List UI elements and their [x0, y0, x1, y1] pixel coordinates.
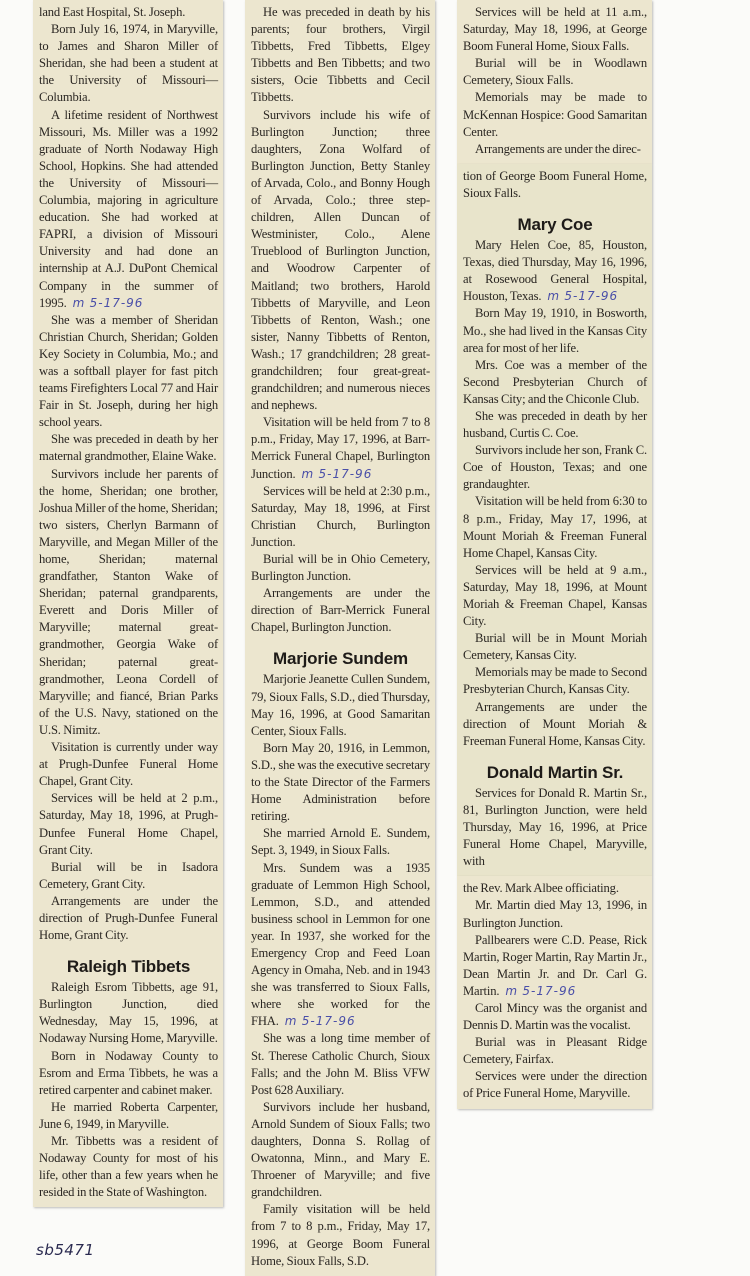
obituary-paragraph	[39, 4, 218, 21]
clipping-column-3-middle	[457, 164, 652, 876]
paragraph-text: Arrangements are under the direc-	[475, 141, 641, 156]
handwritten-catalog-number: sb5471	[36, 1241, 95, 1260]
obituary-paragraph	[463, 442, 647, 493]
paragraph-text: Survivors include her parents of the home, Sheridan; one brother, Joshua Miller of the home, Sheridan; two sisters, Cherlyn Barmann of Maryville, and Megan Miller of the home, Sheridan; maternal grandfather, Stanton Wake of Sheridan; paternal grandparents, Everett and Doris Miller of Maryville; maternal great-grandmother, Georgia Wake of Sheridan; paternal great-grandmother, Leona Cordell of Maryville; and fiancé, Brian Parks of the U.S. Navy, stationed on the U.S. Nimitz.	[39, 466, 218, 737]
obituary-heading: Mary Coe	[517, 215, 593, 235]
paragraph-text: Visitation will be held from 7 to 8 p.m., Friday, May 17, 1996, at Barr-Merrick Funeral Chapel, Burlington Junction.	[251, 415, 430, 481]
obituary-paragraph	[39, 466, 218, 740]
paragraph-text: Burial will be in Isadora Cemetery, Grant City.	[39, 859, 218, 891]
obituary-paragraph	[463, 305, 647, 356]
clipping-column-3-bottom	[457, 876, 652, 1108]
clipping-column-1	[33, 0, 223, 1207]
obituary-paragraph	[463, 55, 647, 89]
obituary-paragraph	[39, 312, 218, 432]
obituary-paragraph	[39, 859, 218, 893]
paragraph-text: Arrangements are under the direction of Prugh-Dunfee Funeral Home, Grant City.	[39, 893, 218, 943]
obituary-paragraph	[463, 141, 647, 158]
paragraph-text: Survivors include her son, Frank C. Coe of Houston, Texas; and one grandaughter.	[463, 443, 647, 492]
paragraph-text: Services will be held at 9 a.m., Saturday, May 18, 1996, at Mount Moriah & Freeman Chapel, Kansas City.	[463, 562, 647, 629]
paragraph-text: Mrs. Sundem was a 1935 graduate of Lemmon High School, Lemmon, S.D., and attended business school in Lemmon for one year. In 1937, she worked for the Emergency Crop and Feed Loan Agency in Omaha, Neb. and in 1943 she was transferred to Sioux Falls, where she worked for the FHA.	[251, 860, 430, 1029]
page-column-2	[245, 0, 435, 1276]
obituary-paragraph	[39, 21, 218, 106]
handwritten-date-note: m 5-17-96	[547, 289, 619, 304]
page-column-3	[457, 0, 652, 1109]
obituary-paragraph	[463, 357, 647, 408]
paragraph-text: Services will be held at 2 p.m., Saturday, May 18, 1996, at Prugh-Dunfee Funeral Home Chapel, Grant City.	[39, 791, 218, 857]
obituary-paragraph	[251, 671, 430, 739]
paragraph-text: Family visitation will be held from 7 to 8 p.m., Friday, May 17, 1996, at George Boom Funeral Home, Sioux Falls, S.D.	[251, 1202, 430, 1268]
paragraph-text: Memorials may be made to Second Presbyterian Church, Kansas City.	[463, 665, 647, 697]
paragraph-text: Mary Helen Coe, 85, Houston, Texas, died Thursday, May 16, 1996, at Rosewood General Hospital, Houston, Texas.	[463, 238, 647, 304]
paragraph-text: tion of George Boom Funeral Home, Sioux Falls.	[463, 168, 647, 200]
obituary-paragraph	[39, 1133, 218, 1201]
paragraph-text: She was preceded in death by her maternal grandmother, Elaine Wake.	[39, 432, 218, 464]
obituary-paragraph	[463, 664, 647, 698]
paragraph-text: Born May 19, 1910, in Bosworth, Mo., she had lived in the Kansas City area for most of her life.	[463, 306, 647, 355]
obituary-paragraph	[39, 893, 218, 944]
paragraph-text: She was a member of Sheridan Christian Church, Sheridan; Golden Key Society in Columbia, Mo.; and was a softball player for fast pitch teams Firefighters Local 77 and Hair Fair in St. Joseph, during her high school years.	[39, 312, 218, 430]
obituary-paragraph	[463, 4, 647, 55]
paragraph-text: Burial was in Pleasant Ridge Cemetery, Fairfax.	[463, 1035, 647, 1067]
paragraph-text: Survivors include his wife of Burlington Junction; three daughters, Zona Wolfard of Burlington Junction, Betty Stanley of Arvada, Colo., and Bonny Hough of Arvada, Colo.; three step-children, Allen Duncan of Westminister, Colo., Alene Trueblood of Burlington Junction, and Woodrow Carpenter of Maitland; two brothers, Harold Tibbetts of Maryville, and Leon Tibbetts of Renton, Wash.; one sister, Nanny Tibbetts of Renton, Wash.; 17 grandchildren; 28 great-grandchildren; four great-great-grandchildren; and numerous nieces and nephews.	[251, 107, 430, 413]
paragraph-text: Services for Donald R. Martin Sr., 81, Burlington Junction, were held Thursday, May 16, 1996, at Price Funeral Home Chapel, Maryville, with	[463, 785, 647, 869]
paragraph-text: Born in Nodaway County to Esrom and Erma Tibbets, he was a retired carpenter and cabinet maker.	[39, 1048, 218, 1097]
paragraph-text: Memorials may be made to McKennan Hospice: Good Samaritan Center.	[463, 90, 647, 139]
paragraph-text: Mrs. Coe was a member of the Second Presbyterian Church of Kansas City; and the Chiconle Club.	[463, 357, 647, 406]
paragraph-text: Born July 16, 1974, in Maryville, to James and Sharon Miller of Sheridan, she had been a student at the University of Missouri—Columbia.	[39, 22, 218, 105]
obituary-paragraph	[251, 740, 430, 825]
paragraph-text: She was a long time member of St. Therese Catholic Church, Sioux Falls; and the John M. Bliss VFW Post 628 Auxiliary.	[251, 1031, 430, 1097]
handwritten-date-note: m 5-17-96	[72, 295, 144, 310]
paragraph-text: She married Arnold E. Sundem, Sept. 3, 1949, in Sioux Falls.	[251, 826, 430, 858]
paragraph-text: Services were under the direction of Price Funeral Home, Maryville.	[463, 1069, 647, 1101]
paragraph-text: Carol Mincy was the organist and Dennis D. Martin was the vocalist.	[463, 1000, 647, 1033]
paragraph-text: land East Hospital, St. Joseph.	[39, 5, 186, 19]
obituary-paragraph	[251, 107, 430, 415]
page-column-1	[33, 0, 223, 1265]
clipping-column-2	[245, 0, 435, 1276]
obituary-paragraph	[463, 880, 647, 897]
paragraph-text: Burial will be in Woodlawn Cemetery, Sioux Falls.	[463, 56, 647, 88]
paragraph-text: Services will be held at 2:30 p.m., Saturday, May 18, 1996, at First Christian Church, Burlington Junction.	[251, 483, 430, 549]
obituary-paragraph	[39, 107, 218, 312]
paragraph-text: Mr. Tibbetts was a resident of Nodaway County for most of his life, other than a few years when he resided in the State of Washington.	[39, 1134, 218, 1200]
obituary-paragraph	[251, 585, 430, 636]
obituary-paragraph	[251, 1201, 430, 1269]
paragraph-text: Arrangements are under the direction of Barr-Merrick Funeral Chapel, Burlington Junction.	[251, 586, 430, 635]
obituary-paragraph	[463, 630, 647, 664]
obituary-paragraph	[251, 860, 430, 1031]
obituary-paragraph	[39, 431, 218, 465]
paragraph-text: Visitation will be held from 6:30 to 8 p.m., Friday, May 17, 1996, at Mount Moriah & Freeman Funeral Home Chapel, Kansas City.	[463, 494, 647, 560]
obituary-heading: Marjorie Sundem	[273, 649, 408, 669]
paragraph-text: Mr. Martin died May 13, 1996, in Burlington Junction.	[463, 898, 647, 930]
obituary-paragraph	[39, 739, 218, 790]
handwritten-date-note: m 5-17-96	[301, 466, 373, 481]
obituary-paragraph	[463, 1034, 647, 1068]
obituary-heading: Donald Martin Sr.	[486, 762, 624, 782]
obituary-paragraph	[463, 89, 647, 140]
obituary-paragraph	[251, 414, 430, 482]
obituary-paragraph	[39, 1099, 218, 1133]
obituary-paragraph	[251, 1030, 430, 1098]
paragraph-text: Marjorie Jeanette Cullen Sundem, 79, Sioux Falls, S.D., died Thursday, May 16, 1996, at Good Samaritan Center, Sioux Falls.	[251, 672, 430, 738]
obituary-paragraph	[251, 483, 430, 551]
paragraph-text: Visitation is currently under way at Prugh-Dunfee Funeral Home Chapel, Grant City.	[39, 740, 218, 789]
paragraph-text: Burial will be in Mount Moriah Cemetery, Kansas City.	[463, 631, 647, 663]
obituary-paragraph	[463, 168, 647, 202]
paragraph-text: Arrangements are under the direction of Mount Moriah & Freeman Funeral Home, Kansas City.	[463, 699, 647, 748]
paragraph-text: the Rev. Mark Albee officiating.	[463, 881, 619, 896]
obituary-paragraph	[39, 1048, 218, 1099]
obituary-paragraph	[463, 897, 647, 931]
obituary-paragraph	[463, 1068, 647, 1102]
obituary-paragraph	[251, 1099, 430, 1202]
paragraph-text: Raleigh Esrom Tibbetts, age 91, Burlington Junction, died Wednesday, May 15, 1996, at Nodaway Nursing Home, Maryville.	[39, 980, 218, 1046]
handwritten-date-note: m 5-17-96	[505, 983, 577, 998]
obituary-paragraph	[463, 493, 647, 561]
obituary-heading: Raleigh Tibbets	[66, 957, 191, 977]
obituary-paragraph	[463, 785, 647, 870]
paragraph-text: Burial will be in Ohio Cemetery, Burlington Junction.	[251, 552, 430, 584]
handwritten-date-note: m 5-17-96	[284, 1014, 356, 1029]
obituary-paragraph	[463, 1000, 647, 1034]
obituary-paragraph	[463, 699, 647, 750]
paragraph-text: He was preceded in death by his parents; four brothers, Virgil Tibbetts, Fred Tibbetts, Elgey Tibbetts and Ben Tibbetts; and two sisters, Ocie Tibbetts and Cecil Tibbetts.	[251, 5, 430, 105]
obituary-paragraph	[463, 408, 647, 442]
paragraph-text: He married Roberta Carpenter, June 6, 1949, in Maryville.	[39, 1099, 218, 1131]
paragraph-text: Survivors include her husband, Arnold Sundem of Sioux Falls; two daughters, Donna S. Rollag of Owatonna, Minn., and Mary E. Throener of Maryville; and five grandchildren.	[251, 1099, 430, 1200]
obituary-paragraph	[251, 4, 430, 107]
obituary-paragraph	[39, 790, 218, 858]
obituary-paragraph	[39, 979, 218, 1047]
obituary-paragraph	[251, 825, 430, 859]
paragraph-text: Services will be held at 11 a.m., Saturday, May 18, 1996, at George Boom Funeral Home, Sioux Falls.	[463, 5, 647, 54]
obituary-paragraph	[463, 237, 647, 305]
clipping-column-3-top	[457, 0, 652, 164]
obituary-paragraph	[463, 562, 647, 630]
paragraph-text: A lifetime resident of Northwest Missouri, Ms. Miller was a 1992 graduate of North Nodaway High School, Hopkins. She had attended the University of Missouri—Columbia, majoring in agriculture education. She had worked at FAPRI, a division of Missouri University and had done an internship at A.J. DuPont Chemical Company in the summer of 1995.	[39, 107, 218, 310]
obituary-paragraph	[463, 932, 647, 1000]
paragraph-text: Pallbearers were C.D. Pease, Rick Martin, Roger Martin, Ray Martin Jr., Dean Martin Jr. and Dr. Carl G. Martin.	[463, 932, 647, 998]
paragraph-text: She was preceded in death by her husband, Curtis C. Coe.	[463, 408, 647, 441]
obituary-paragraph	[251, 551, 430, 585]
paragraph-text: Born May 20, 1916, in Lemmon, S.D., she was the executive secretary to the State Director of the Farmers Home Administration before retiring.	[251, 740, 430, 824]
